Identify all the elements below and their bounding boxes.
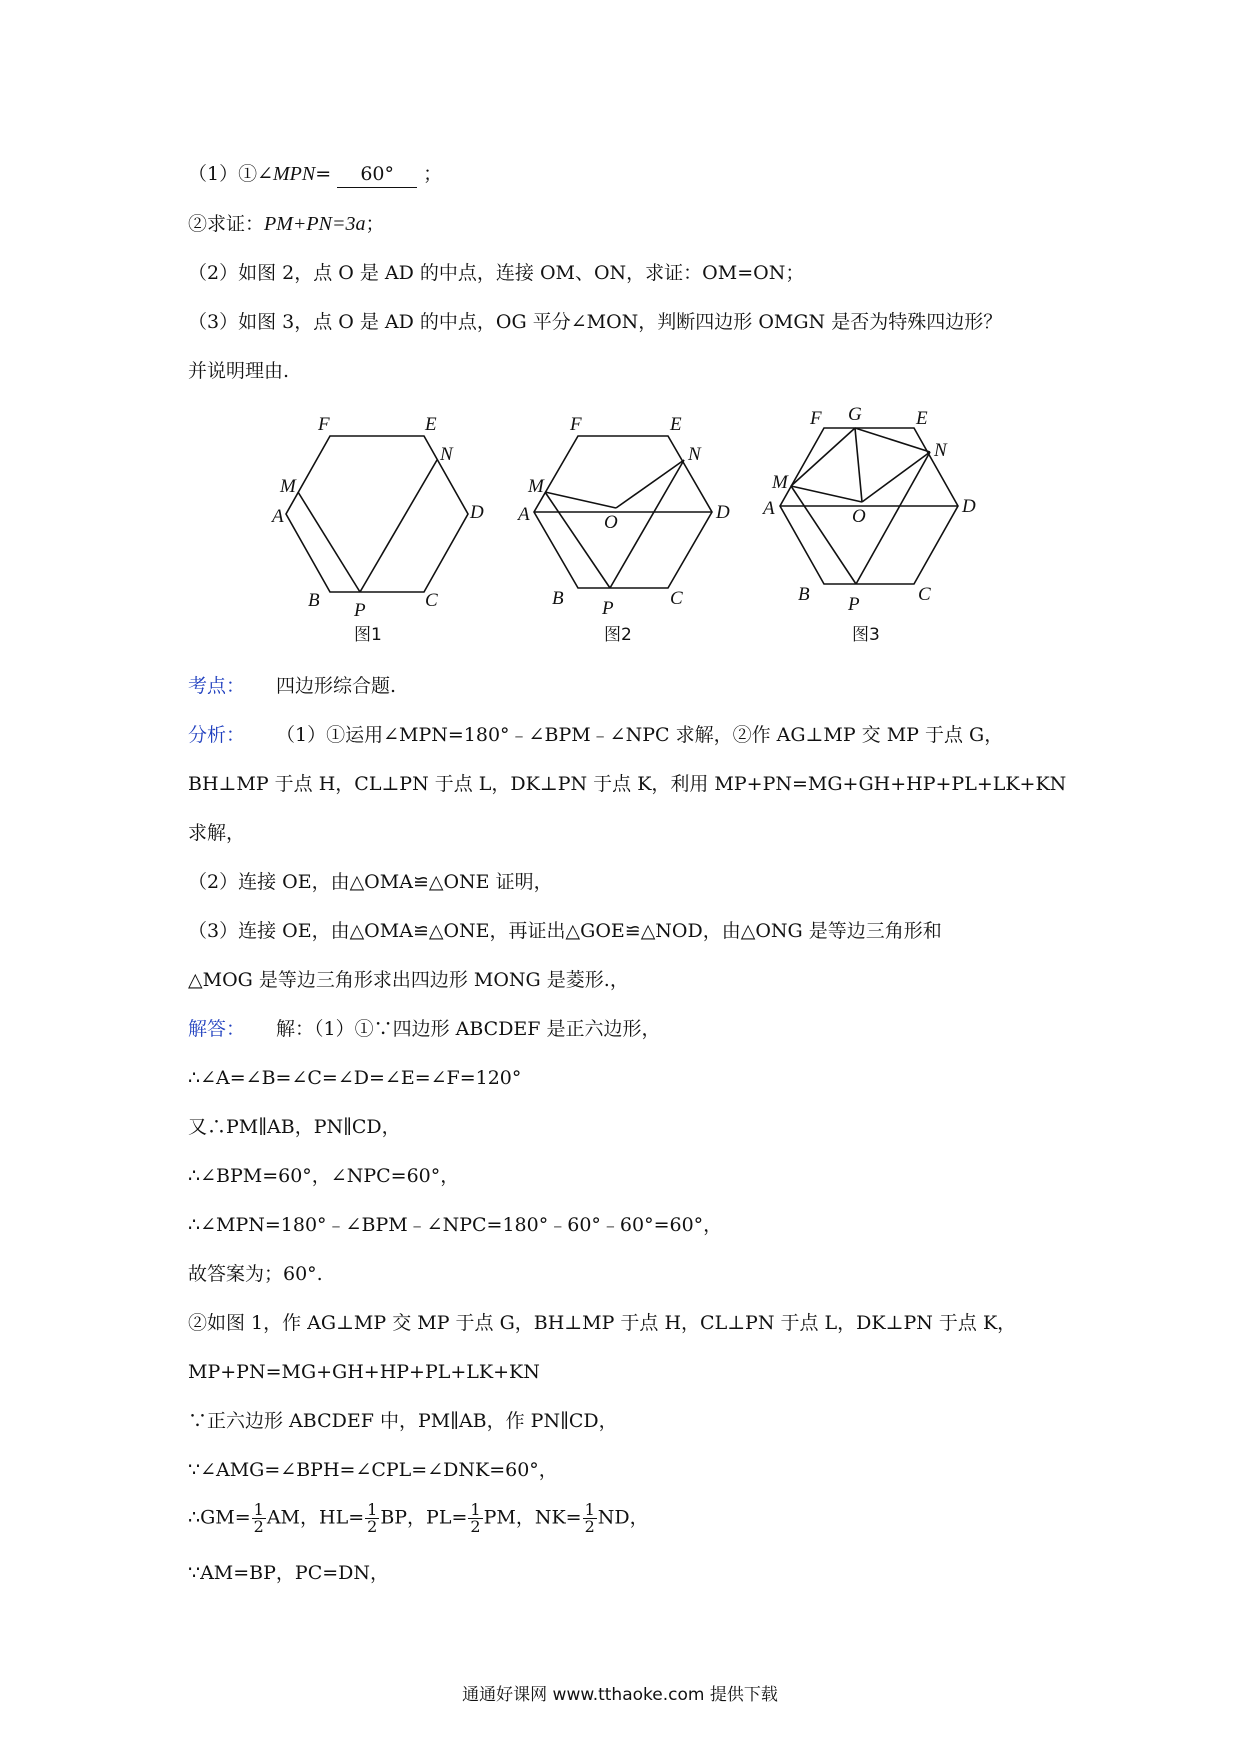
solution-9: ∵正六边形 ABCDEF 中，PM∥AB，作 PN∥CD， [188, 1410, 618, 1432]
label-B: B [552, 588, 564, 609]
solution-3: 又∴PM∥AB，PN∥CD， [188, 1116, 401, 1138]
solution-text-1: 解：（1）①∵四边形 ABCDEF 是正六边形， [276, 1018, 661, 1040]
label-E: E [670, 414, 682, 435]
q1-var: MPN [273, 163, 316, 185]
label-D: D [716, 502, 730, 523]
solution-1 [188, 1016, 661, 1042]
solution-2: ∴∠A=∠B=∠C=∠D=∠E=∠F=120° [188, 1067, 522, 1089]
fenxi-1 [188, 722, 1003, 748]
fenxi-2: BH⊥MP 于点 H，CL⊥PN 于点 L，DK⊥PN 于点 K，利用 MP+PN=MG+GH+HP+PL+LK+KN [188, 773, 1067, 795]
figure-3 [761, 404, 976, 645]
label-D: D [470, 502, 484, 523]
label-D: D [962, 496, 976, 517]
solution-11 [188, 1502, 649, 1535]
label-C: C [670, 588, 683, 609]
caption-fig1: 图1 [354, 625, 382, 645]
label-B: B [798, 584, 810, 605]
label-A: A [272, 506, 284, 527]
kaodian-text: 四边形综合题. [276, 675, 397, 697]
solution-5: ∴∠MPN=180°﹣∠BPM﹣∠NPC=180°﹣60°﹣60°=60°， [188, 1214, 723, 1236]
solution-6: 故答案为；60°. [188, 1263, 323, 1285]
figure-2 [516, 414, 730, 645]
s11-start: ∴GM= [188, 1506, 251, 1529]
fenxi-4: （2）连接 OE，由△OMA≌△ONE 证明， [188, 871, 553, 893]
q1-part1 [188, 161, 442, 188]
q1-part2 [188, 211, 384, 237]
label-M: M [772, 472, 788, 493]
figures [0, 400, 1240, 650]
caption-fig3: 图3 [852, 625, 880, 645]
q1-prefix: （1）①∠ [188, 163, 274, 185]
q2: （2）如图 2，点 O 是 AD 的中点，连接 OM、ON，求证：OM=ON； [188, 262, 805, 284]
label-N: N [688, 444, 701, 465]
label-E: E [425, 414, 437, 435]
kaodian-label: 考点： [188, 675, 246, 697]
frac-den: 2 [470, 1517, 481, 1536]
q3-cont: 并说明理由. [188, 360, 290, 382]
label-M: M [528, 476, 544, 497]
label-G: G [848, 404, 862, 425]
caption-fig2: 图2 [604, 625, 632, 645]
label-P: P [354, 600, 366, 621]
frac-num: 1 [584, 1500, 595, 1519]
label-P: P [602, 598, 614, 619]
solution-12: ∵AM=BP，PC=DN， [188, 1562, 390, 1584]
page-footer: 通通好课网 www.tthaoke.com 提供下载 [462, 1685, 778, 1705]
solution-8: MP+PN=MG+GH+HP+PL+LK+KN [188, 1361, 540, 1383]
label-N: N [440, 444, 453, 465]
label-B: B [308, 590, 320, 611]
frac-den: 2 [367, 1517, 378, 1536]
q3: （3）如图 3，点 O 是 AD 的中点，OG 平分∠MON，判断四边形 OMGN 是否为特殊四边形？ [188, 311, 1003, 333]
frac-num: 1 [253, 1500, 264, 1519]
fenxi-6: △MOG 是等边三角形求出四边形 MONG 是菱形.， [188, 969, 629, 991]
label-A: A [763, 498, 775, 519]
label-C: C [918, 584, 931, 605]
fenxi-label: 分析： [188, 724, 246, 746]
fraction-half [365, 1502, 379, 1535]
label-N: N [934, 440, 947, 461]
answer-blank: 60° [337, 161, 417, 188]
label-O: O [852, 506, 866, 527]
fenxi-3: 求解， [188, 822, 246, 844]
frac-num: 1 [367, 1500, 378, 1519]
label-A: A [518, 504, 530, 525]
fenxi-text-1: （1）①运用∠MPN=180°﹣∠BPM﹣∠NPC 求解，②作 AG⊥MP 交 MP 于点 G， [276, 724, 1004, 746]
s11-c: PM，NK= [483, 1506, 582, 1529]
label-E: E [916, 408, 928, 429]
q1b-expr: PM+PN=3a [264, 213, 366, 235]
q1-end: ； [423, 163, 443, 185]
kaodian [188, 673, 396, 699]
q1b-text: ②求证： [188, 213, 265, 235]
solution-7: ②如图 1，作 AG⊥MP 交 MP 于点 G，BH⊥MP 于点 H，CL⊥PN 于点 L，DK⊥PN 于点 K， [188, 1312, 1017, 1334]
label-C: C [425, 590, 438, 611]
fraction-half [583, 1502, 597, 1535]
fenxi-5: （3）连接 OE，由△OMA≌△ONE，再证出△GOE≌△NOD，由△ONG 是等边三角形和 [188, 920, 942, 942]
fraction-half [468, 1502, 482, 1535]
label-F: F [810, 408, 822, 429]
solution-4: ∴∠BPM=60°，∠NPC=60°， [188, 1165, 460, 1187]
q1b-end: ； [365, 213, 385, 235]
jieda-label: 解答： [188, 1018, 246, 1040]
frac-den: 2 [253, 1517, 264, 1536]
s11-b: BP，PL= [380, 1506, 468, 1529]
label-O: O [604, 512, 618, 533]
label-F: F [570, 414, 582, 435]
figure-1 [270, 414, 484, 645]
fraction-half [252, 1502, 266, 1535]
label-P: P [848, 594, 860, 615]
frac-den: 2 [584, 1517, 595, 1536]
label-F: F [318, 414, 330, 435]
s11-a: AM，HL= [266, 1506, 365, 1529]
frac-num: 1 [470, 1500, 481, 1519]
q1-eq: = [315, 163, 332, 185]
label-M: M [280, 476, 296, 497]
s11-d: ND， [597, 1506, 649, 1529]
solution-10: ∵∠AMG=∠BPH=∠CPL=∠DNK=60°， [188, 1459, 558, 1481]
